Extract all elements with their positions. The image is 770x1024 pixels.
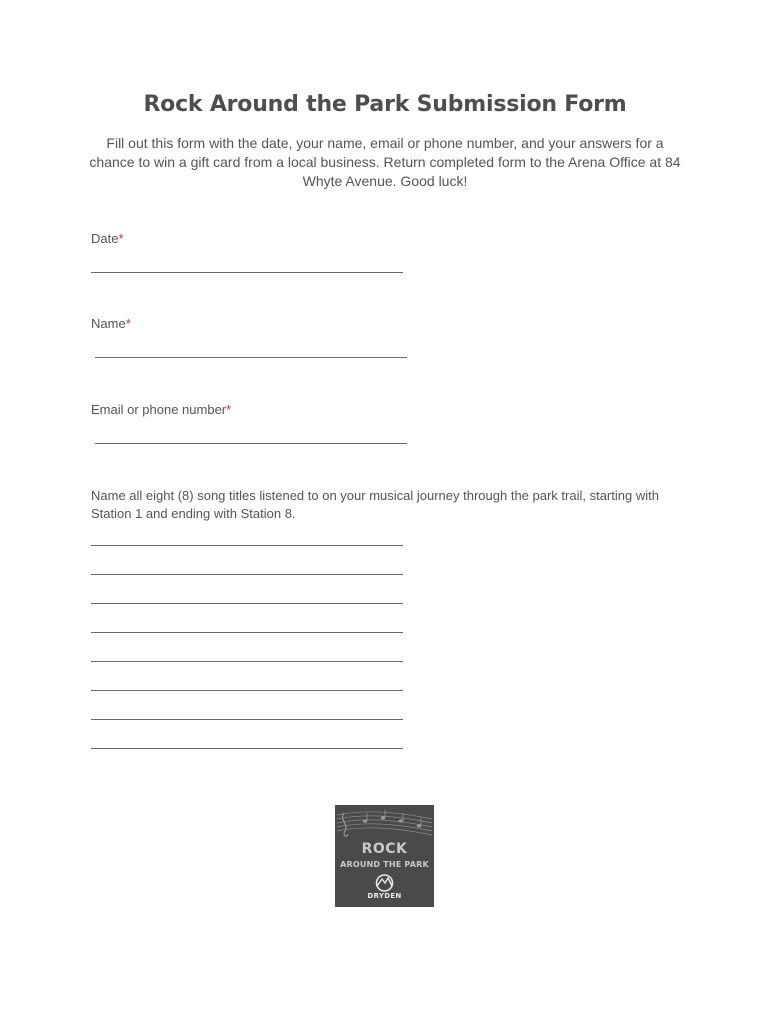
date-field-line[interactable] — [91, 272, 403, 273]
answer-line[interactable] — [91, 574, 403, 575]
required-marker: * — [125, 316, 131, 331]
answer-line[interactable] — [91, 748, 403, 749]
answer-line[interactable] — [91, 719, 403, 720]
required-marker: * — [118, 231, 124, 246]
song-question: Name all eight (8) song titles listened to on your musical journey through the park trail, starting with Station 1 and ending with Station 8. — [91, 488, 659, 521]
required-marker: * — [226, 402, 232, 417]
contact-label-text: Email or phone number — [91, 402, 227, 417]
date-label — [91, 231, 124, 246]
name-label-text: Name — [91, 316, 126, 331]
form-intro: Fill out this form with the date, your name, email or phone number, and your answers for a chance to win a gift card from a local business. Return completed form to the Arena Office at 84 Whyte Avenue. Good luck! — [89, 135, 681, 189]
rock-around-the-park-logo — [335, 805, 434, 907]
form-title: Rock Around the Park Submission Form — [143, 92, 627, 117]
answer-line[interactable] — [91, 632, 403, 633]
logo-rock-text: ROCK — [361, 841, 408, 857]
answer-line[interactable] — [91, 690, 403, 691]
name-field-line[interactable] — [95, 357, 407, 358]
answer-line[interactable] — [91, 603, 403, 604]
answer-line[interactable] — [91, 545, 403, 546]
mountain-icon — [377, 875, 393, 891]
answer-line[interactable] — [91, 661, 403, 662]
logo-subtitle-text: AROUND THE PARK — [340, 860, 429, 869]
contact-label — [91, 402, 231, 417]
logo-brand-text: DRYDEN — [367, 892, 402, 900]
name-label — [91, 316, 131, 331]
date-label-text: Date — [91, 231, 119, 246]
contact-field-line[interactable] — [95, 443, 407, 444]
